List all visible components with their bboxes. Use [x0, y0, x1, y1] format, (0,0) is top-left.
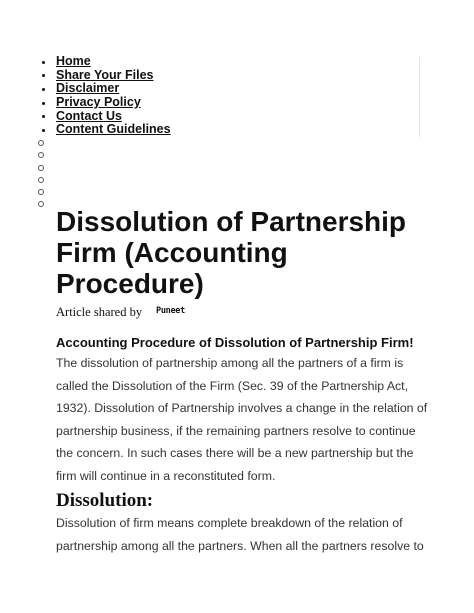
nav-item-contact-us[interactable] — [56, 110, 171, 124]
empty-sub-menu — [38, 140, 44, 214]
paragraph-line: called the Dissolution of the Firm (Sec. 39 of the Partnership Act, — [56, 378, 408, 393]
divider — [419, 57, 420, 137]
author-logo[interactable]: Puneet — [156, 306, 185, 316]
paragraph-line: firm will continue in a reconstituted form. — [56, 468, 276, 483]
nav-link-share-your-files[interactable]: Share Your Files — [56, 67, 154, 82]
nav-link-home[interactable]: Home — [56, 54, 91, 68]
section-heading: Dissolution: — [56, 490, 154, 511]
paragraph-line: Dissolution of firm means complete breakdown of the relation of — [56, 516, 403, 530]
circle-bullet-icon — [38, 165, 44, 171]
nav-link-contact-us[interactable]: Contact Us — [56, 108, 122, 123]
paragraph-line: the concern. In such cases there will be a new partnership but the — [56, 446, 414, 460]
paragraph-line: 1932). Dissolution of Partnership involves a change in the relation of — [56, 401, 428, 415]
nav-menu — [56, 55, 171, 137]
nav-link-disclaimer[interactable]: Disclaimer — [56, 81, 120, 96]
nav-link-content-guidelines[interactable]: Content Guidelines — [56, 122, 171, 137]
paragraph-line: partnership business, if the remaining partners resolve to continue — [56, 423, 416, 438]
article-paragraph — [56, 512, 426, 557]
circle-bullet-icon — [38, 177, 44, 183]
circle-bullet-icon — [38, 152, 44, 158]
circle-bullet-icon — [38, 140, 44, 146]
nav-item-home[interactable] — [56, 55, 171, 69]
nav-link-privacy-policy[interactable]: Privacy Policy — [56, 95, 141, 110]
circle-bullet-icon — [38, 201, 44, 207]
article-lead: Accounting Procedure of Dissolution of Partnership Firm! — [56, 335, 414, 350]
nav-item-share-your-files[interactable] — [56, 69, 171, 83]
nav-item-privacy-policy[interactable] — [56, 96, 171, 110]
article-paragraph — [56, 352, 426, 487]
nav-item-disclaimer[interactable] — [56, 82, 171, 96]
paragraph-line: The dissolution of partnership among all the partners of a firm is — [56, 356, 404, 370]
circle-bullet-icon — [38, 189, 44, 195]
article-byline: Article shared by — [56, 305, 143, 319]
paragraph-line: partnership among all the partners. When all the partners resolve to — [56, 538, 424, 553]
nav-item-content-guidelines[interactable] — [56, 123, 171, 137]
article-title: Dissolution of Partnership Firm (Accounting Procedure) — [56, 206, 407, 299]
